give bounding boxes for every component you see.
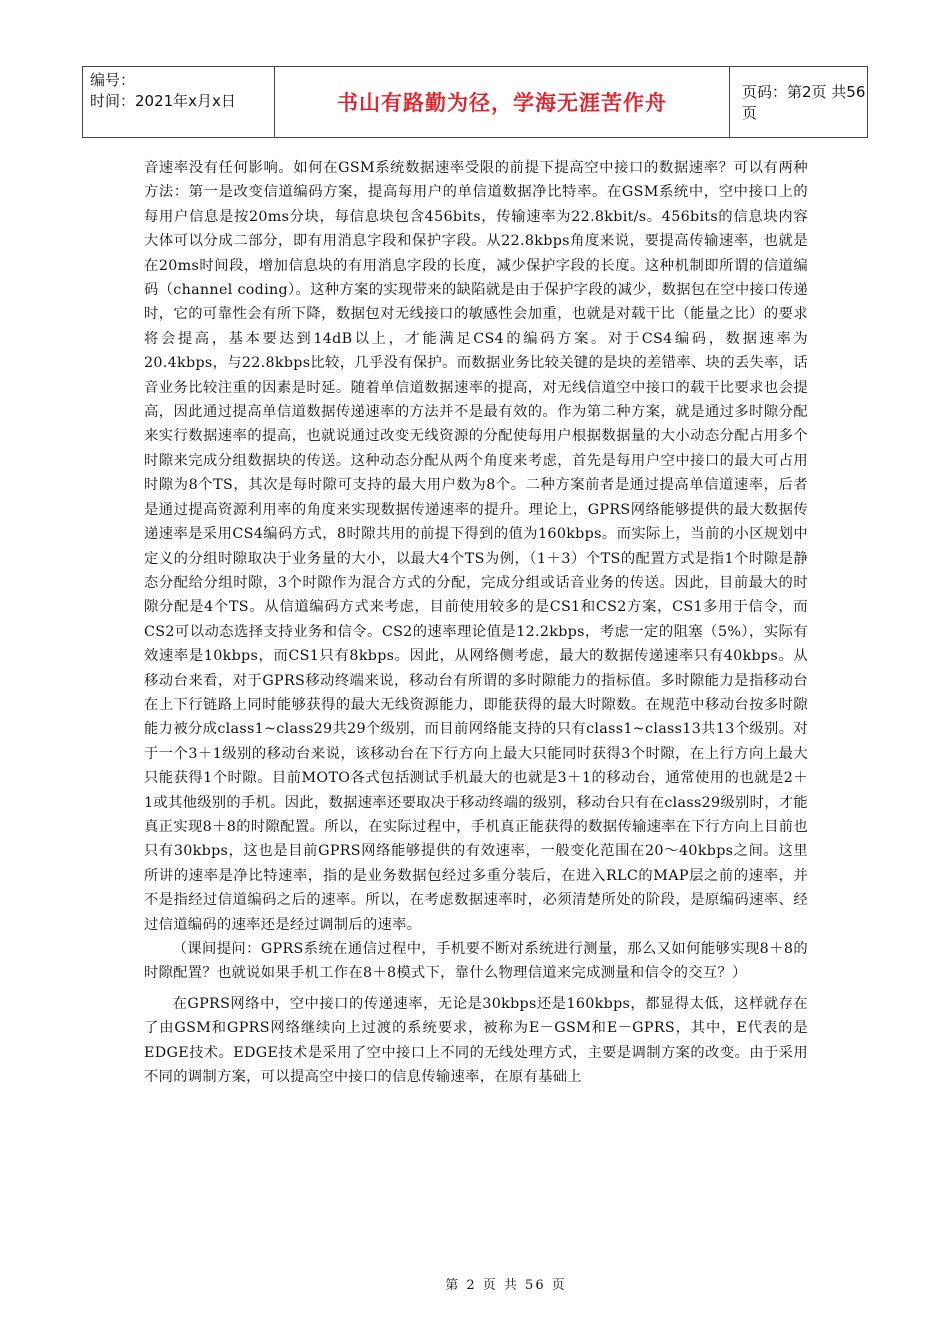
body-paragraph-3: 在GPRS网络中，空中接口的传递速率，无论是30kbps还是160kbps，都显得太低，这样就存在了由GSM和GPRS网络继续向上过渡的系统要求，被称为E－GSM和E－GPRS，其中，E代表的是EDGE技术。EDGE技术是采用了空中接口上不同的无线处理方式，主要是调制方案的改变。由于采用不同的调制方案，可以提高空中接口的信息传输速率，在原有基础上 (144, 995, 808, 1086)
document-number: 编号： (90, 71, 136, 89)
header-meta (83, 67, 275, 137)
body-paragraph-2: （课间提问：GPRS系统在通信过程中，手机要不断对系统进行测量，那么又如何能够实现8＋8的时隙配置？也就说如果手机工作在8＋8模式下，靠什么物理信道来完成测量和信令的交互？） (144, 941, 808, 982)
document-body (144, 156, 808, 1089)
body-paragraph-1: 音速率没有任何影响。如何在GSM系统数据速率受限的前提下提高空中接口的数据速率？可以有两种方法：第一是改变信道编码方案，提高每用户的单信道数据净比特率。在GSM系统中，空中接口上的每用户信息是按20ms分块，每信息块包含456bits，传输速率为22.8kbit/s。456bits的信息块内容大体可以分成二部分，即有用消息字段和保护字段。从22.8kbps角度来说，要提高传输速率，也就是在20ms时间段，增加信息块的有用消息字段的长度，减少保护字段的长度。这种机制即所谓的信道编码（channel coding）。这种方案的实现带来的缺陷就是由于保护字段的减少，数据包在空中接口传递时，它的可靠性会有所下降，数据包对无线接口的敏感性会加重，也就是对载干比（能量之比）的要求将会提高，基本要达到14dB以上，才能满足CS4的编码方案。对于CS4编码，数据速率为20.4kbps，与22.8kbps比较，几乎没有保护。而数据业务比较关键的是块的差错率、块的丢失率，话音业务比较注重的因素是时延。随着单信道数据速率的提高，对无线信道空中接口的载干比要求也会提高，因此通过提高单信道数据传递速率的方法并不是最有效的。作为第二种方案，就是通过多时隙分配来实行数据速率的提高，也就说通过改变无线资源的分配使每用户根据数据量的大小动态分配占用多个时隙来完成分组数据块的传送。这种动态分配从两个角度来考虑，首先是每用户空中接口的最大可占用时隙为8个TS，其次是每时隙可支持的最大用户数为8个。二种方案前者是通过提高单信道速率，后者是通过提高资源利用率的角度来实现数据传递速率的提升。理论上，GPRS网络能够提供的最大数据传递速率是采用CS4编码方式，8时隙共用的前提下得到的值为160kbps。而实际上，当前的小区规划中定义的分组时隙取决于业务量的大小，以最大4个TS为例，（1＋3）个TS的配置方式是指1个时隙是静态分配给分组时隙，3个时隙作为混合方式的分配，完成分组或话音业务的传送。因此，目前最大的时隙分配是4个TS。从信道编码方式来考虑，目前使用较多的是CS1和CS2方案，CS1多用于信令，而CS2可以动态选择支持业务和信令。CS2的速率理论值是12.2kbps，考虑一定的阻塞（5%），实际有效速率是10kbps，而CS1只有8kbps。因此，从网络侧考虑，最大的数据传递速率只有40kbps。从移动台来看，对于GPRS移动终端来说，移动台有所谓的多时隙能力的指标值。多时隙能力是指移动台在上下行链路上同时能够获得的最大无线资源能力，即能获得的最大时隙数。在规范中移动台按多时隙能力被分成class1~class29共29个级别，而目前网络能支持的只有class1~class13共13个级别。对于一个3＋1级别的移动台来说，该移动台在下行方向上最大只能同时获得3个时隙，在上行方向上最大只能获得1个时隙。目前MOTO各式包括测试手机最大的也就是3＋1的移动台，通常使用的也就是2＋1或其他级别的手机。因此，数据速率还要取决于移动终端的级别，移动台只有在class29级别时，才能真正实现8＋8的时隙配置。所以，在实际过程中，手机真正能获得的数据传输速率在下行方向上目前也只有30kbps，这也是目前GPRS网络能够提供的有效速率，一般变化范围在20～40kbps之间。这里所讲的速率是净比特速率，指的是业务数据包经过多重分装后，在进入RLC的MAP层之前的速率，并不是指经过信道编码之后的速率。所以，在考虑数据速率时，必须清楚所处的阶段，是原编码速率、经过信道编码的速率还是经过调制后的速率。 (144, 160, 808, 933)
header-motto: 书山有路勤为径，学海无涯苦作舟 (275, 67, 730, 137)
page-footer: 第 2 页 共 56 页 (445, 1278, 567, 1293)
page-header (82, 66, 868, 138)
header-page-number: 页码：第2页 共56页 (742, 83, 866, 122)
document-date: 时间：2021年x月x日 (90, 92, 236, 110)
